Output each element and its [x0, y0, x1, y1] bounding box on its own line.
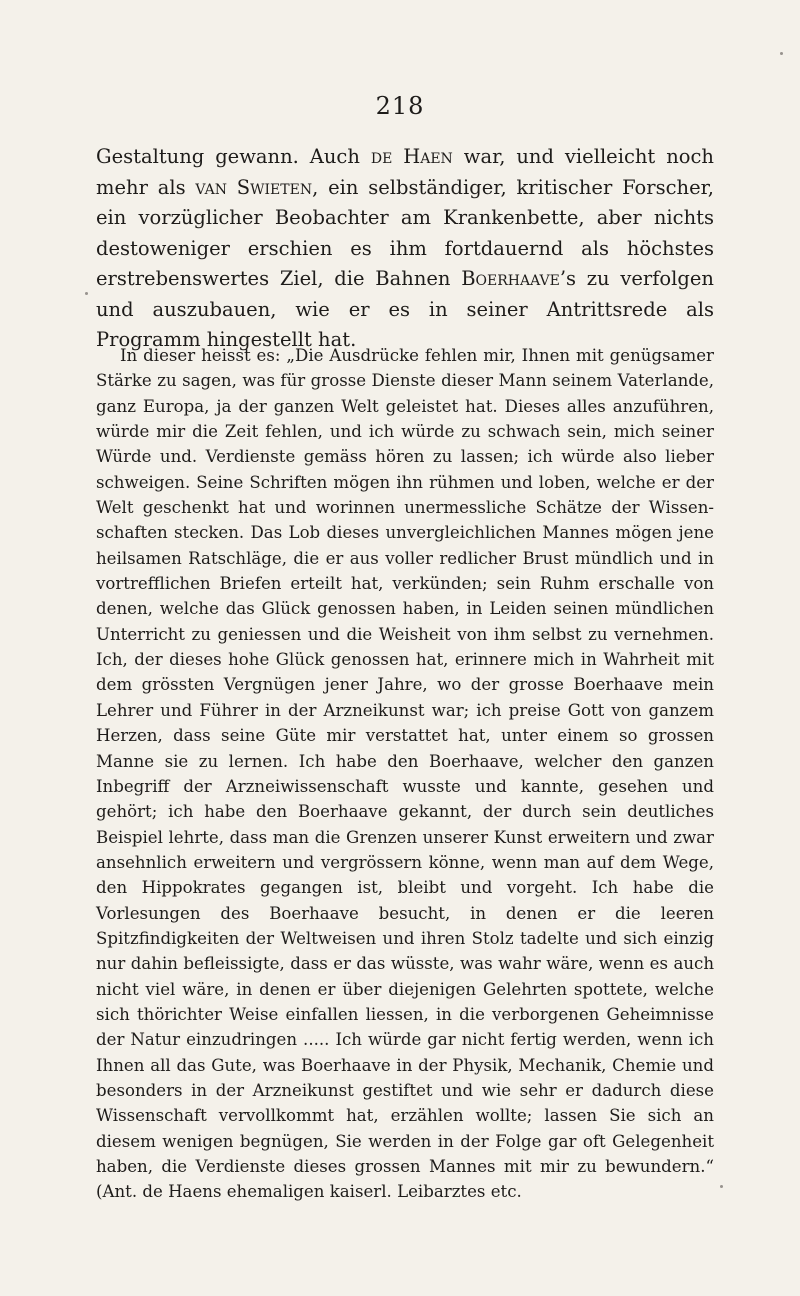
paragraph-1-text-b: war, und vielleicht noch mehr als [96, 145, 714, 199]
paper-speck [780, 52, 783, 55]
paragraph-1-text-d: ’s zu verfolgen und auszubauen, wie er es in seiner Antrittsrede als Programm hingestellt hat. [96, 267, 714, 351]
paragraph-2 [96, 343, 714, 1205]
paragraph-1-text-a: Gestaltung gewann. Auch [96, 145, 371, 168]
name-van-swieten: van Swieten [195, 175, 313, 199]
paragraph-1 [96, 142, 714, 356]
paragraph-2-text: In dieser heisst es: „Die Ausdrücke fehlen mir, Ihnen mit genügsamer Stärke zu sagen, was für grosse Dienste dieser Mann seinem Vaterlande, ganz Europa, ja der ganzen Welt geleistet hat. Dieses alles anzuführen, würde mir die Zeit fehlen, und ich würde zu schwach sein, mich seiner Würde und. Verdienste gemäss hören zu lassen; ich würde also lieber schweigen. Seine Schriften mögen ihn rühmen und loben, welche er der Welt geschenkt hat und worinnen unermessliche Schätze der Wissenschaften stecken. Das Lob dieses unvergleichlichen Mannes mögen jene heilsamen Ratschläge, die er aus voller redlicher Brust mündlich und in vortrefflichen Briefen erteilt hat, verkünden; sein Ruhm erschalle von denen, welche das Glück genossen haben, in Leiden seinen mündlichen Unterricht zu geniessen und die Weisheit von ihm selbst zu vernehmen. Ich, der dieses hohe Glück genossen hat, erinnere mich in Wahrheit mit dem grössten Vergnügen jener Jahre, wo der grosse Boerhaave mein Lehrer und Führer in der Arzneikunst war; ich preise Gott von ganzem Herzen, dass seine Güte mir verstattet hat, unter einem so grossen Manne sie zu lernen. Ich habe den Boerhaave, welcher den ganzen Inbegriff der Arzneiwissenschaft wusste und kannte, gesehen und gehört; ich habe den Boerhaave gekannt, der durch sein deutliches Beispiel lehrte, dass man die Grenzen unserer Kunst erweitern und zwar ansehnlich erweitern und vergrössern könne, wenn man auf dem Wege, den Hippokrates gegangen ist, bleibt und vorgeht. Ich habe die Vorlesungen des Boerhaave besucht, in denen er die leeren Spitzfindigkeiten der Weltweisen und ihren Stolz tadelte und sich einzig nur dahin befleissigte, dass er das wüsste, was wahr wäre, wenn es auch nicht viel wäre, in denen er über diejenigen Gelehrten spottete, welche sich thörichter Weise einfallen liessen, in die verborgenen Geheimnisse der Natur einzudringen ..... Ich würde gar nicht fertig werden, wenn ich Ihnen all das Gute, was Boerhaave in der Physik, Mechanik, Chemie und besonders in der Arzneikunst gestiftet und wie sehr er dadurch diese Wissenschaft vervollkommt hat, erzählen wollte; lassen Sie sich an diesem wenigen begnügen, Sie werden in der Folge gar oft Gelegenheit haben, die Verdienste dieses grossen Mannes mit mir zu bewundern.“ (Ant. de Haens ehemaligen kaiserl. Leibarztes etc. [96, 346, 714, 1202]
paper-speck [85, 292, 88, 295]
page-number: 218 [375, 92, 425, 120]
name-de-haen: de Haen [370, 145, 453, 168]
paragraph-1-text-c: , ein selbständiger, kritischer Forscher, ein vorzüglicher Beobachter am Krankenbette, aber nichts destoweniger erschien es ihm fortdauernd als höchstes erstrebenswertes Ziel, die Bahnen [96, 175, 715, 290]
name-boerhaave: Boerhaave [461, 267, 560, 290]
paper-speck [720, 1185, 723, 1188]
